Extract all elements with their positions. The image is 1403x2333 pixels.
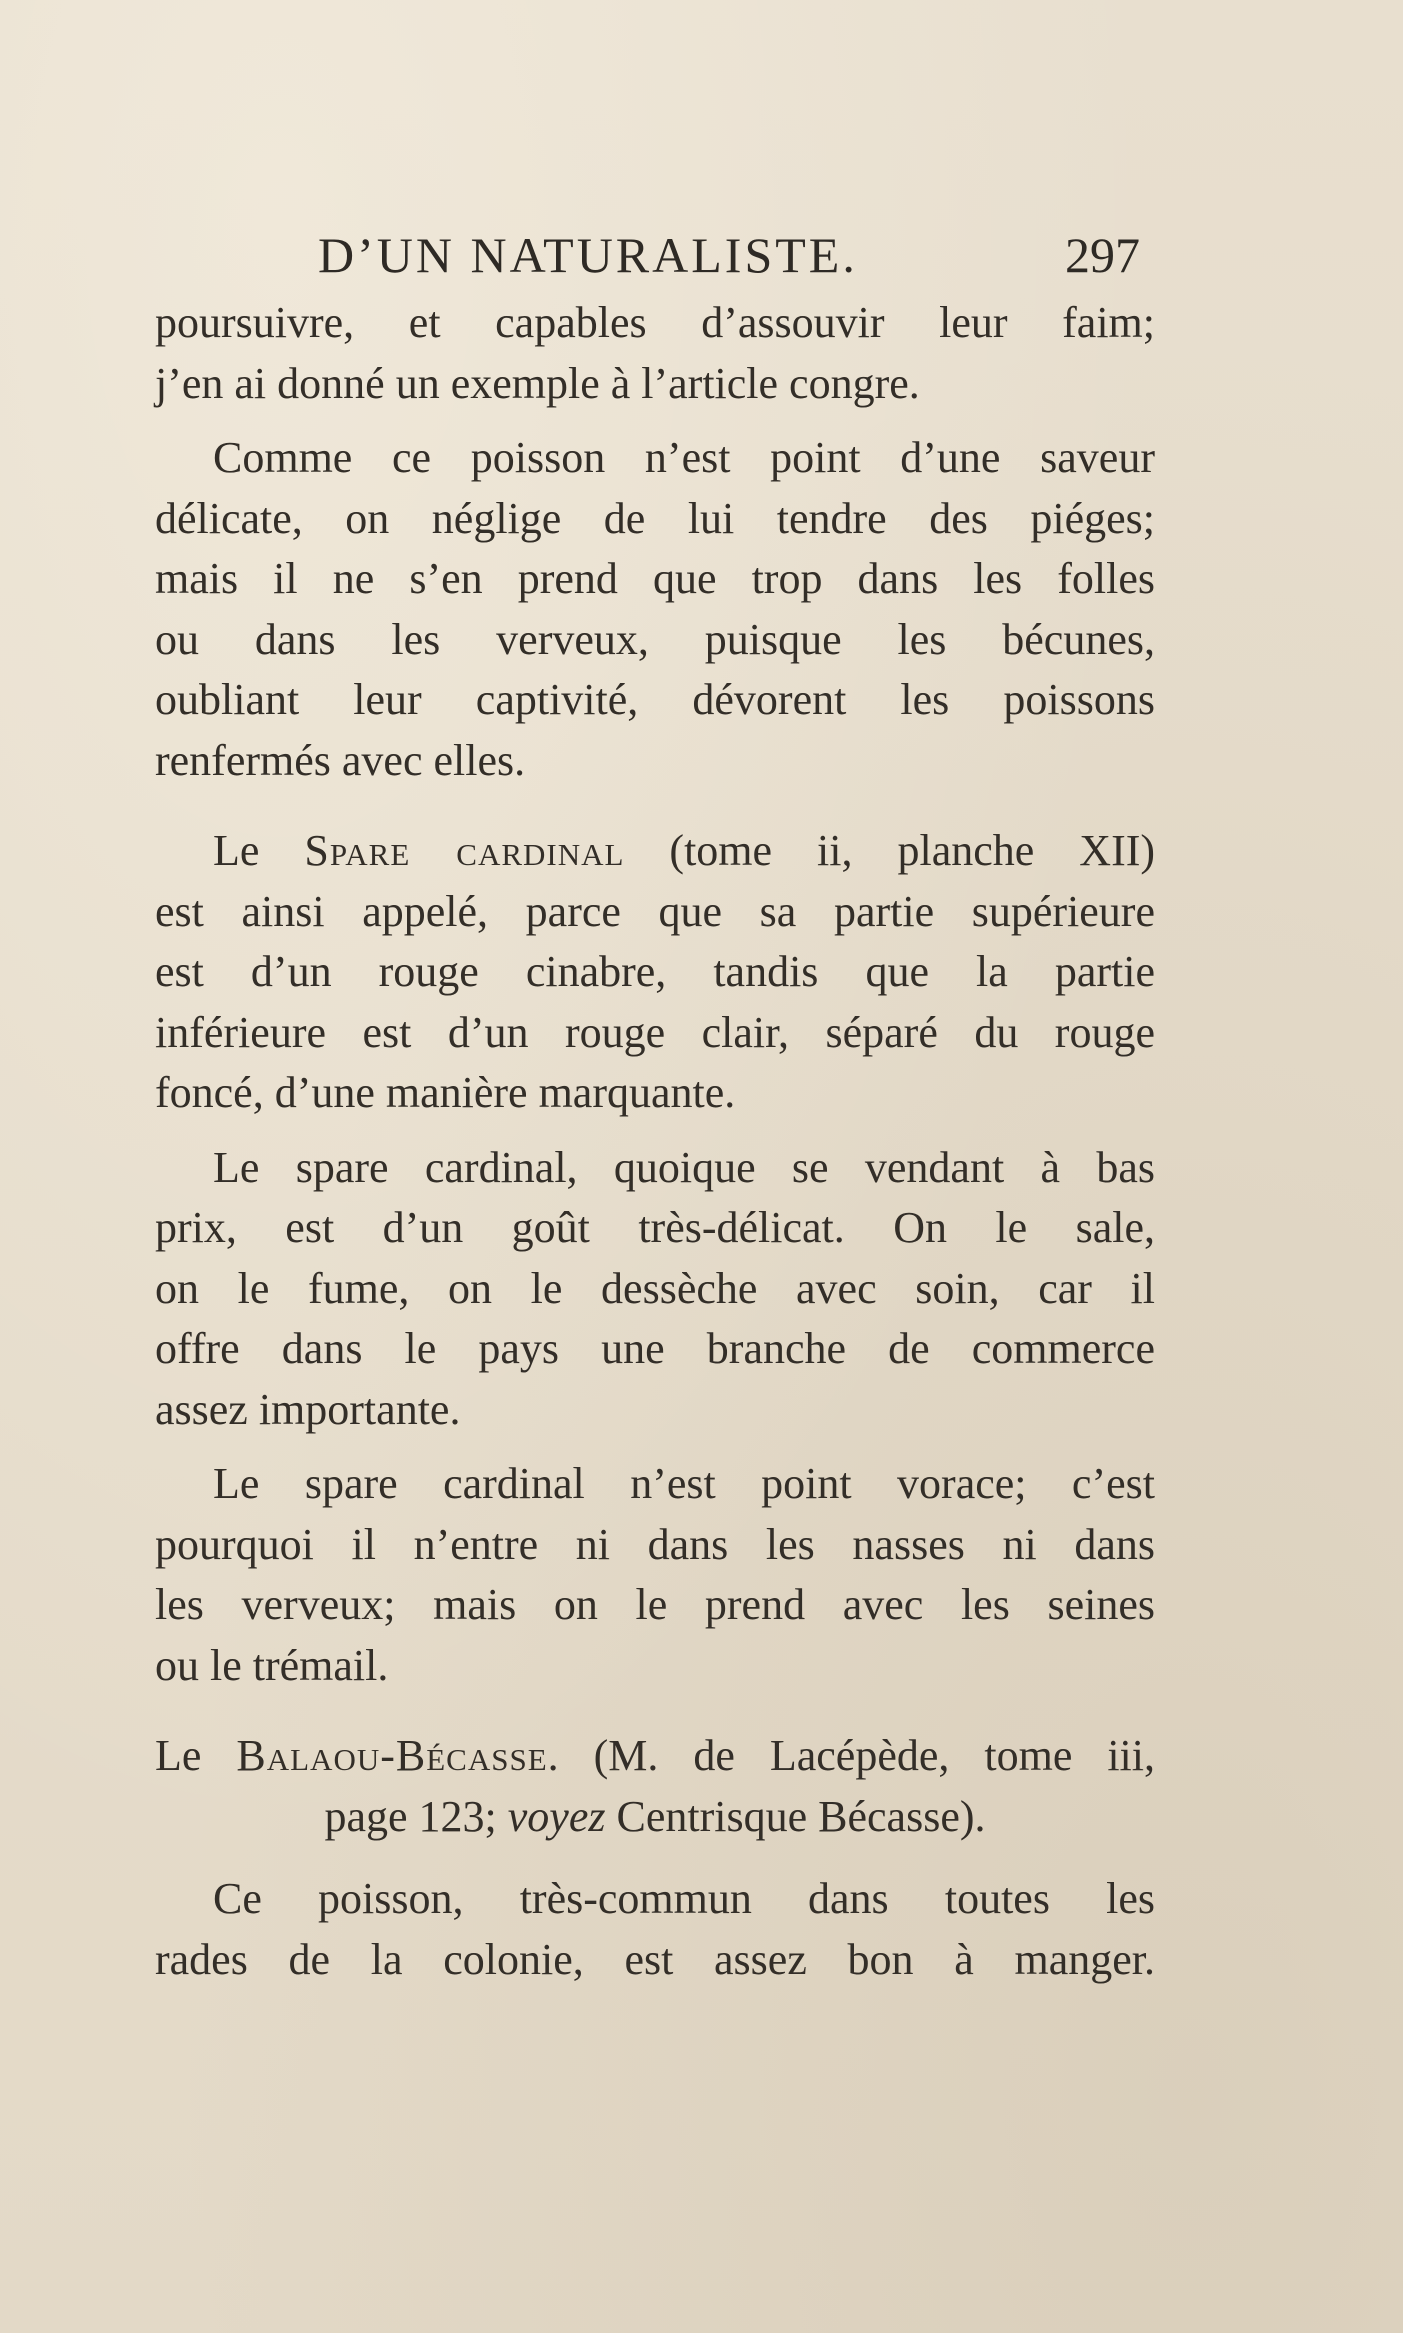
species-name: Balaou-Bécasse [236, 1731, 548, 1780]
text-line: est d’un rouge cinabre, tandis que la partie [155, 947, 1155, 996]
text-line: rades de la colonie, est assez bon à manger. [155, 1934, 1155, 1984]
text-line: Le spare cardinal, quoique se vendant à bas [213, 1142, 1155, 1192]
text-line: Ce poisson, très-commun dans toutes les [213, 1874, 1155, 1923]
text-line: j’en ai donné un exemple à l’article congre. [155, 358, 920, 408]
text-line: assez importante. [155, 1384, 461, 1434]
text-line: on le fume, on le dessèche avec soin, car il [155, 1263, 1155, 1313]
text-fragment: Centrisque Bécasse). [605, 1791, 986, 1841]
text-line: les verveux; mais on le prend avec les seines [155, 1580, 1155, 1629]
text-line: renfermés avec elles. [155, 735, 526, 785]
body-text [155, 293, 1155, 1990]
italic-voyez: voyez [507, 1791, 606, 1841]
text-line: ou le trémail. [155, 1640, 389, 1690]
text-line: offre dans le pays une branche de commerce [155, 1324, 1155, 1373]
text-line: mais il ne s’en prend que trop dans les folles [155, 554, 1155, 603]
page-header [300, 220, 1140, 290]
text-line [155, 821, 1155, 882]
running-title: D’UN NATURALISTE. [318, 227, 858, 283]
text-fragment: (tome ii, planche XII) [624, 826, 1156, 875]
text-line: prix, est d’un goût très-délicat. On le sale, [155, 1203, 1155, 1252]
text-line: inférieure est d’un rouge clair, séparé du rouge [155, 1007, 1155, 1057]
text-line: poursuivre, et capables d’assouvir leur faim; [155, 298, 1155, 347]
text-fragment: Le [155, 1731, 237, 1780]
text-fragment: page 123; [324, 1791, 508, 1841]
text-line: oubliant leur captivité, dévorent les poissons [155, 675, 1155, 724]
species-name: Spare cardinal [304, 826, 625, 875]
species-heading-reference [155, 1787, 1155, 1848]
text-line: ou dans les verveux, puisque les bécunes, [155, 614, 1155, 664]
text-line: Le spare cardinal n’est point vorace; c’est [213, 1459, 1155, 1508]
text-line: délicate, on néglige de lui tendre des piéges; [155, 493, 1155, 543]
text-fragment: Le [213, 826, 305, 875]
text-line: pourquoi il n’entre ni dans les nasses ni dans [155, 1519, 1155, 1569]
text-line: foncé, d’une manière marquante. [155, 1068, 736, 1117]
page-number: 297 [1065, 227, 1140, 283]
text-line: est ainsi appelé, parce que sa partie supérieure [155, 886, 1155, 936]
species-heading [155, 1726, 1155, 1787]
text-line: Comme ce poisson n’est point d’une saveur [213, 433, 1155, 482]
text-fragment: . (M. de Lacépède, tome iii, [547, 1731, 1156, 1780]
